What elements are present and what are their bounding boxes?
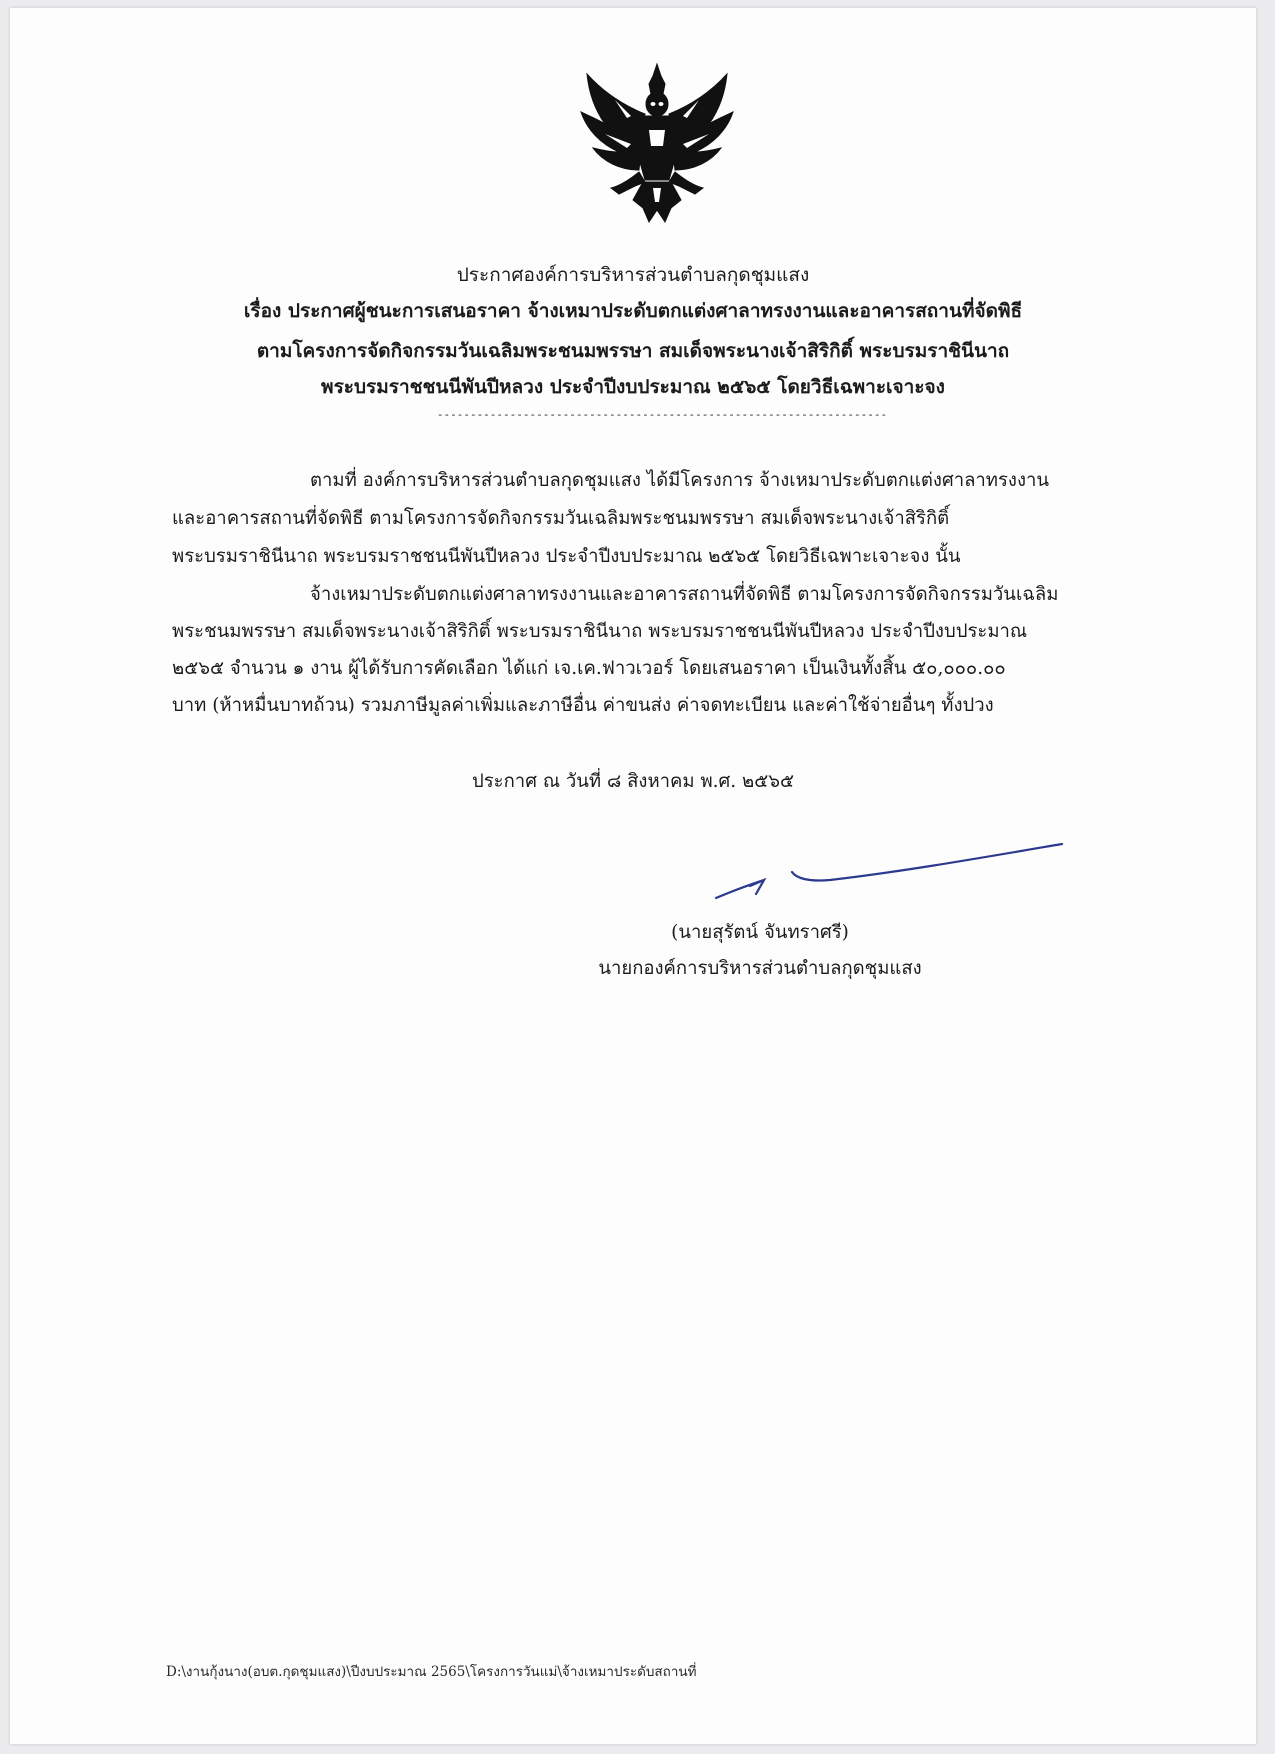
paragraph-2-line-3: ๒๕๖๕ จำนวน ๑ งาน ผู้ได้รับการคัดเลือก ได้แก่ เจ.เค.ฟาวเวอร์ โดยเสนอราคา เป็นเงินทั้งสิ้น ๕๐,๐๐๐.๐๐: [172, 658, 1006, 679]
paragraph-2-line-2: พระชนมพรรษา สมเด็จพระนางเจ้าสิริกิติ์ พระบรมราชินีนาถ พระบรมราชชนนีพันปีหลวง ประจำปีงบประมาณ: [172, 621, 1028, 642]
signer-name: (นายสุรัตน์ จันทราศรี): [671, 922, 849, 943]
announcement-subject: เรื่อง ประกาศผู้ชนะการเสนอราคา จ้างเหมาประดับตกแต่งศาลาทรงงานและอาคารสถานที่จัดพิธี: [243, 300, 1023, 322]
announcement-date: ประกาศ ณ วันที่ ๘ สิงหาคม พ.ศ. ๒๕๖๕: [471, 771, 794, 792]
separator-rule: --------------------------------------------------------------------: [436, 408, 888, 421]
document-page: [10, 8, 1256, 1744]
garuda-emblem-icon: [575, 60, 740, 228]
paragraph-1-line-3: พระบรมราชินีนาถ พระบรมราชชนนีพันปีหลวง ประจำปีงบประมาณ ๒๕๖๕ โดยวิธีเฉพาะเจาะจง นั้น: [172, 546, 961, 567]
announcement-subject-line-2: ตามโครงการจัดกิจกรรมวันเฉลิมพระชนมพรรษา สมเด็จพระนางเจ้าสิริกิติ์ พระบรมราชินีนาถ: [256, 340, 1010, 362]
handwritten-signature-icon: [710, 828, 1070, 908]
announcement-subject-line-3: พระบรมราชชนนีพันปีหลวง ประจำปีงบประมาณ ๒๕๖๕ โดยวิธีเฉพาะเจาะจง: [321, 376, 945, 398]
paragraph-2-line-1: จ้างเหมาประดับตกแต่งศาลาทรงงานและอาคารสถานที่จัดพิธี ตามโครงการจัดกิจกรรมวันเฉลิม: [310, 584, 1059, 605]
paragraph-2-line-4: บาท (ห้าหมื่นบาทถ้วน) รวมภาษีมูลค่าเพิ่มและภาษีอื่น ค่าขนส่ง ค่าจดทะเบียน และค่าใช้จ่ายอื่นๆ ทั้งปวง: [172, 695, 994, 716]
file-path-footer: D:\งานกุ้งนาง(อบต.กุดชุมแสง)\ปีงบประมาณ 2565\โครงการวันแม่\จ้างเหมาประดับสถานที่: [166, 1664, 697, 1680]
paragraph-1-line-2: และอาคารสถานที่จัดพิธี ตามโครงการจัดกิจกรรมวันเฉลิมพระชนมพรรษา สมเด็จพระนางเจ้าสิริกิติ์: [172, 508, 950, 529]
announcement-issuer: ประกาศองค์การบริหารส่วนตำบลกุดชุมแสง: [456, 264, 810, 286]
signer-position: นายกองค์การบริหารส่วนตำบลกุดชุมแสง: [598, 958, 922, 979]
paragraph-1-line-1: ตามที่ องค์การบริหารส่วนตำบลกุดชุมแสง ได้มีโครงการ จ้างเหมาประดับตกแต่งศาลาทรงงาน: [310, 470, 1050, 491]
